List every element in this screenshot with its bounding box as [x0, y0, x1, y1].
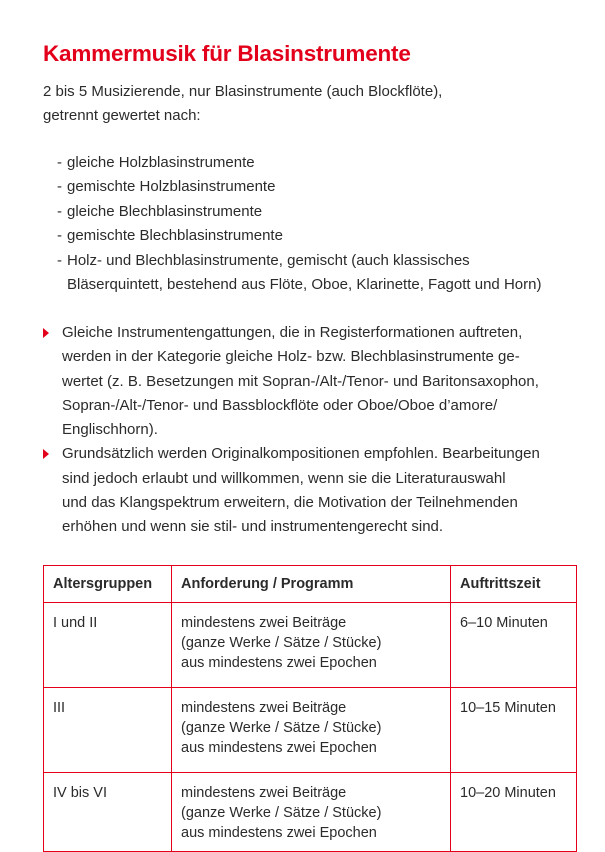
intro-line: 2 bis 5 Musizierende, nur Blasinstrumente (auch Blockflöte), [43, 83, 443, 100]
header-duration: Auftrittszeit [451, 566, 577, 603]
note-line: werden in der Kategorie gleiche Holz- bzw. Blechblasinstrumente ge- [62, 348, 520, 366]
table-row [44, 688, 577, 773]
triangle-bullet-icon [43, 449, 49, 459]
note-line: erhöhen und wenn sie stil- und instrumentengerecht sind. [62, 518, 444, 536]
duration-cell: 10–15 Minuten [451, 688, 577, 773]
note-item [43, 442, 540, 539]
program-line: (ganze Werke / Sätze / Stücke) [181, 635, 382, 651]
program-line: aus mindestens zwei Epochen [181, 655, 377, 671]
dash-marker: - [57, 251, 62, 269]
category-list [57, 151, 541, 297]
program-cell [172, 603, 451, 688]
category-item [57, 175, 541, 199]
program-line: aus mindestens zwei Epochen [181, 825, 377, 841]
note-line: und das Klangspektrum erweitern, die Motivation der Teilnehmenden [62, 494, 518, 512]
page-title: Kammermusik für Blasinstrumente [43, 41, 411, 67]
note-line: Englischhorn). [62, 421, 158, 439]
dash-marker: - [57, 154, 62, 171]
dash-marker: - [57, 227, 62, 245]
note-line: Sopran-/Alt-/Tenor- und Bassblockflöte oder Oboe/Oboe d’amore/ [62, 396, 498, 414]
dash-marker: - [57, 178, 62, 196]
note-line: Grundsätzlich werden Originalkompositionen empfohlen. Bearbeitungen [62, 445, 540, 463]
category-label: gemischte Blechblasinstrumente [67, 227, 283, 245]
dash-marker: - [57, 202, 62, 220]
triangle-bullet-icon [43, 328, 49, 338]
category-label: Holz- und Blechblasinstrumente, gemischt (auch klassisches [67, 251, 470, 269]
age-group-cell: IV bis VI [44, 773, 172, 852]
program-line: mindestens zwei Beiträge [181, 785, 347, 801]
notes-list [43, 321, 540, 540]
note-line: wertet (z. B. Besetzungen mit Sopran-/Alt-/Tenor- und Baritonsaxophon, [62, 372, 539, 390]
table-row [44, 603, 577, 688]
note-line: Gleiche Instrumentengattungen, die in Registerformationen auftreten, [62, 324, 523, 341]
program-line: (ganze Werke / Sätze / Stücke) [181, 720, 382, 736]
category-item [57, 151, 541, 175]
note-item [43, 321, 540, 442]
header-age-groups: Altersgruppen [44, 566, 172, 603]
age-group-cell: I und II [44, 603, 172, 688]
note-line: sind jedoch erlaubt und willkommen, wenn sie die Literaturauswahl [62, 469, 506, 487]
age-group-cell: III [44, 688, 172, 773]
category-label: gleiche Blechblasinstrumente [67, 202, 263, 220]
category-item [57, 224, 541, 248]
duration-cell: 10–20 Minuten [451, 773, 577, 852]
category-label-continued: Bläserquintett, bestehend aus Flöte, Oboe, Klarinette, Fagott und Horn) [67, 276, 542, 294]
program-line: mindestens zwei Beiträge [181, 615, 347, 631]
program-line: (ganze Werke / Sätze / Stücke) [181, 805, 382, 821]
intro-paragraph [43, 80, 442, 128]
table-row [44, 773, 577, 852]
header-program: Anforderung / Programm [172, 566, 451, 603]
program-line: aus mindestens zwei Epochen [181, 740, 377, 756]
table-header-row [44, 566, 577, 603]
category-label: gleiche Holzblasinstrumente [67, 154, 255, 171]
category-item [57, 200, 541, 224]
program-cell [172, 773, 451, 852]
duration-cell: 6–10 Minuten [451, 603, 577, 688]
intro-line: getrennt gewertet nach: [43, 107, 201, 124]
category-item [57, 249, 541, 298]
program-cell [172, 688, 451, 773]
category-label: gemischte Holzblasinstrumente [67, 178, 276, 196]
program-line: mindestens zwei Beiträge [181, 700, 347, 716]
program-table [43, 565, 577, 852]
